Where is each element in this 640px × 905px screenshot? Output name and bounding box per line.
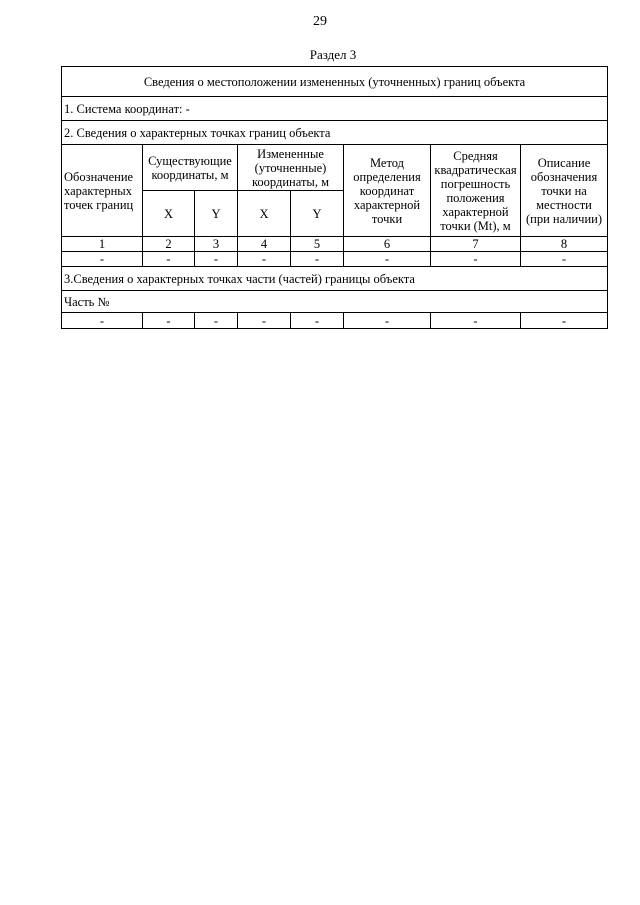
boundary-table: [61, 66, 608, 329]
table-cell: -: [431, 252, 521, 267]
header-method: Метод определения координат характерной точки: [344, 145, 431, 237]
table-cell: -: [521, 313, 608, 329]
column-number: 5: [291, 237, 344, 252]
section-title: Раздел 3: [309, 47, 357, 62]
table-cell: -: [238, 313, 291, 329]
table-cell: -: [62, 252, 143, 267]
table-cell: -: [291, 313, 344, 329]
table-cell: -: [291, 252, 344, 267]
table-row: [62, 313, 608, 329]
column-number: 8: [521, 237, 608, 252]
page-number: 29: [313, 14, 327, 29]
table-cell: -: [344, 252, 431, 267]
column-number: 3: [195, 237, 238, 252]
part-heading: 3.Сведения о характерных точках части (частей) границы объекта: [62, 267, 608, 291]
table-cell: -: [143, 252, 195, 267]
table-cell: -: [238, 252, 291, 267]
header-existing-x: X: [143, 191, 195, 237]
table-cell: -: [521, 252, 608, 267]
table-cell: -: [62, 313, 143, 329]
coordinate-system: 1. Система координат: -: [62, 97, 608, 121]
header-error: Средняя квадратическая погрешность положения характерной точки (Mt), м: [431, 145, 521, 237]
header-description: Описание обозначения точки на местности (при наличии): [521, 145, 608, 237]
column-number: 7: [431, 237, 521, 252]
table-cell: -: [143, 313, 195, 329]
column-number: 1: [62, 237, 143, 252]
column-number: 4: [238, 237, 291, 252]
table-row: [62, 252, 608, 267]
table-title: Сведения о местоположении измененных (уточненных) границ объекта: [62, 67, 608, 97]
points-heading: 2. Сведения о характерных точках границ объекта: [62, 121, 608, 145]
header-designation: Обозначение характерных точек границ: [62, 145, 143, 237]
table-cell: -: [344, 313, 431, 329]
part-label: Часть №: [62, 291, 608, 313]
header-existing-y: Y: [195, 191, 238, 237]
header-existing-coords: Существующие координаты, м: [143, 145, 238, 191]
table-cell: -: [195, 252, 238, 267]
column-number: 2: [143, 237, 195, 252]
header-changed-y: Y: [291, 191, 344, 237]
table-cell: -: [195, 313, 238, 329]
header-changed-x: X: [238, 191, 291, 237]
table-cell: -: [431, 313, 521, 329]
header-changed-coords: Измененные (уточненные) координаты, м: [238, 145, 344, 191]
column-number-row: [62, 237, 608, 252]
column-number: 6: [344, 237, 431, 252]
